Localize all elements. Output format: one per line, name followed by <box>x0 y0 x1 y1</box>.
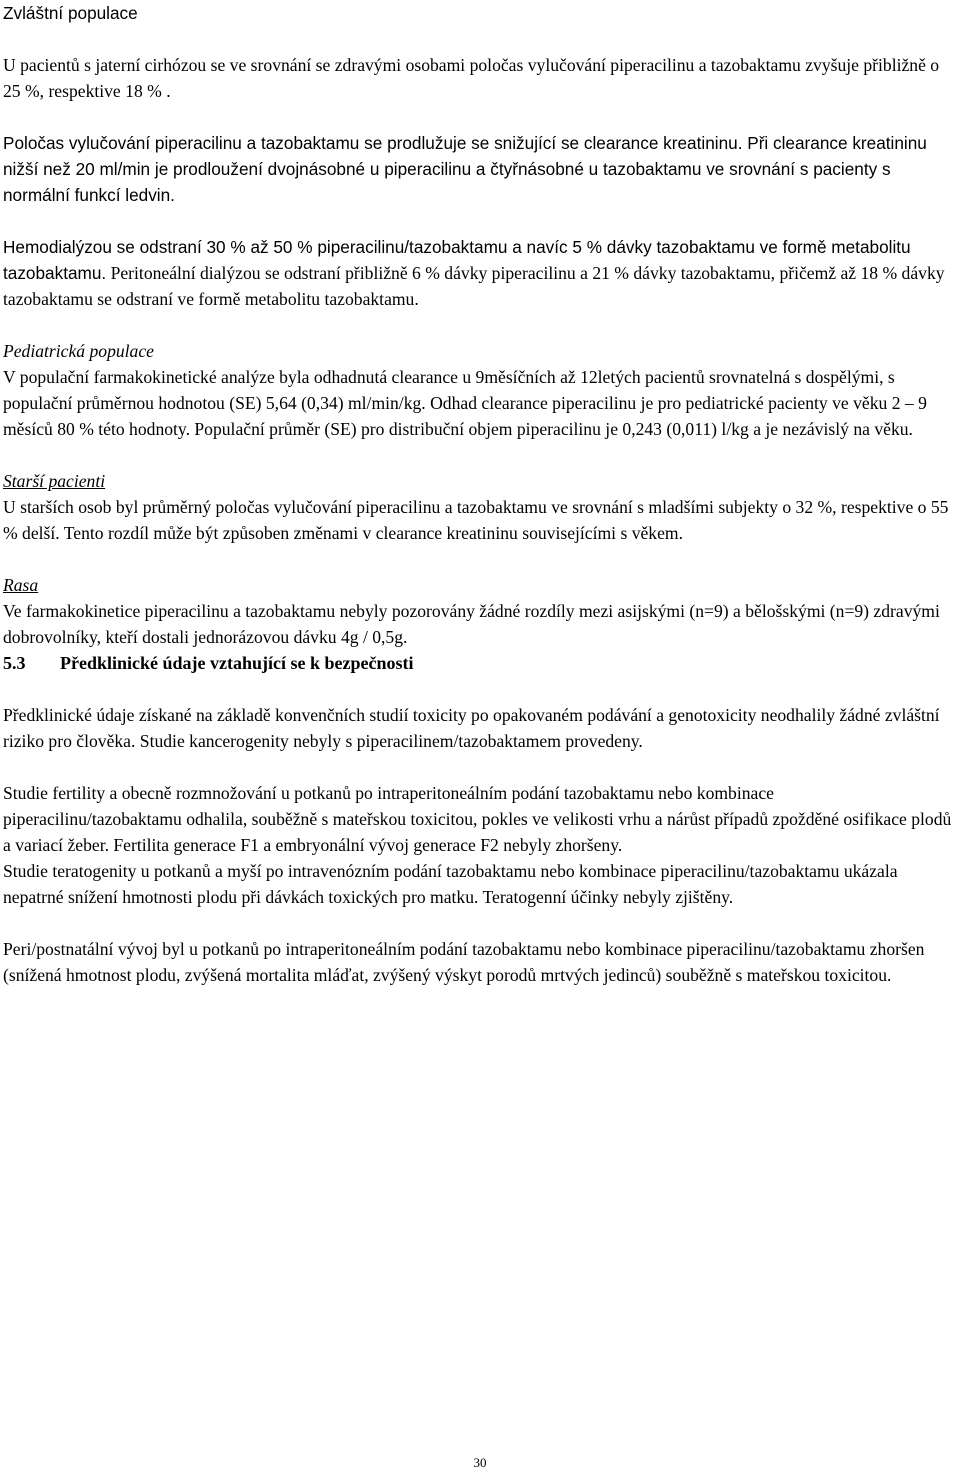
cirrhosis-paragraph: U pacientů s jaterní cirhózou se ve srovnání se zdravými osobami poločas vylučování piperacilinu a tazobaktamu zvyšuje přibližně o 25 %, respektive 18 % . <box>3 55 940 101</box>
pediatric-heading: Pediatrická populace <box>3 341 154 361</box>
renal-paragraph: Poločas vylučování piperacilinu a tazobaktamu se prodlužuje se snižující se clearance kreatininu. Při clearance kreatininu nižší než 20 ml/min je prodloužení dvojnásobné u piperacilinu a čtyřnásobné u tazobaktamu ve srovnání s pacienty s normální funkcí ledvin. <box>3 133 927 205</box>
elderly-paragraph: U starších osob byl průměrný poločas vylučování piperacilinu a tazobaktamu ve srovnání s mladšími subjekty o 32 %, respektive o 55 % delší. Tento rozdíl může být způsoben změnami v clearance kreatininu souvisejícími s věkem. <box>3 497 949 543</box>
race-heading: Rasa <box>3 575 39 595</box>
section-number: 5.3 <box>3 653 26 673</box>
pediatric-paragraph: V populační farmakokinetické analýze byla odhadnutá clearance u 9měsíčních až 12letých pacientů srovnatelná s dospělými, s populační průměrnou hodnotou (SE) 5,64 (0,34) ml/min/kg. Odhad clearance piperacilinu je pro pediatrické pacienty ve věku 2 – 9 měsíců 80 % této hodnoty. Populační průměr (SE) pro distribuční objem piperacilinu je 0,243 (0,011) l/kg a je nezávislý na věku. <box>3 367 927 439</box>
elderly-heading: Starší pacienti <box>3 471 106 491</box>
preclinical-paragraph-1: Předklinické údaje získané na základě konvenčních studií toxicity po opakovaném podávání a genotoxicity neodhalily žádné zvláštní riziko pro člověka. Studie kancerogenity nebyly s piperacilinem/tazobaktamem provedeny. <box>3 705 940 751</box>
page-number: 30 <box>473 1455 487 1470</box>
document-page <box>3 0 955 988</box>
hemodialysis-sentence: Hemodialýzou se odstraní 30 % až 50 % piperacilinu/tazobaktamu a navíc 5 % dávky tazobaktamu ve formě metabolitu tazobaktamu. <box>3 237 911 283</box>
preclinical-paragraph-3: Studie teratogenity u potkanů a myší po intravenózním podání tazobaktamu nebo kombinace piperacilinu/tazobaktamu ukázala nepatrné snížení hmotnosti plodu při dávkách toxických pro matku. Teratogenní účinky nebyly zjištěny. <box>3 861 898 907</box>
section-heading <box>3 650 955 676</box>
preclinical-paragraph-2: Studie fertility a obecně rozmnožování u potkanů po intraperitoneálním podání tazobaktamu nebo kombinace piperacilinu/tazobaktamu odhalila, souběžně s mateřskou toxicitou, pokles ve velikosti vrhu a nárůst případů zpožděné osifikace plodů a variací žeber. Fertilita generace F1 a embryonální vývoj generace F2 nebyly zhoršeny. <box>3 783 952 855</box>
preclinical-paragraph-4: Peri/postnatální vývoj byl u potkanů po intraperitoneálním podání tazobaktamu nebo kombinace piperacilinu/tazobaktamu zhoršen (snížená hmotnost plodu, zvýšená mortalita mláďat, zvýšený výskyt porodů mrtvých jedinců) souběžně s mateřskou toxicitou. <box>3 939 925 985</box>
special-populations-heading: Zvláštní populace <box>3 3 138 23</box>
peritoneal-dialysis-sentence: Peritoneální dialýzou se odstraní přibližně 6 % dávky piperacilinu a 21 % dávky tazobaktamu, přičemž až 18 % dávky tazobaktamu se odstraní ve formě metabolitu tazobaktamu. <box>3 263 945 309</box>
race-paragraph: Ve farmakokinetice piperacilinu a tazobaktamu nebyly pozorovány žádné rozdíly mezi asijskými (n=9) a bělošskými (n=9) zdravými dobrovolníky, kteří dostali jednorázovou dávku 4g / 0,5g. <box>3 601 940 647</box>
dialysis-paragraph <box>3 234 955 312</box>
section-title: Předklinické údaje vztahující se k bezpečnosti <box>60 653 414 673</box>
